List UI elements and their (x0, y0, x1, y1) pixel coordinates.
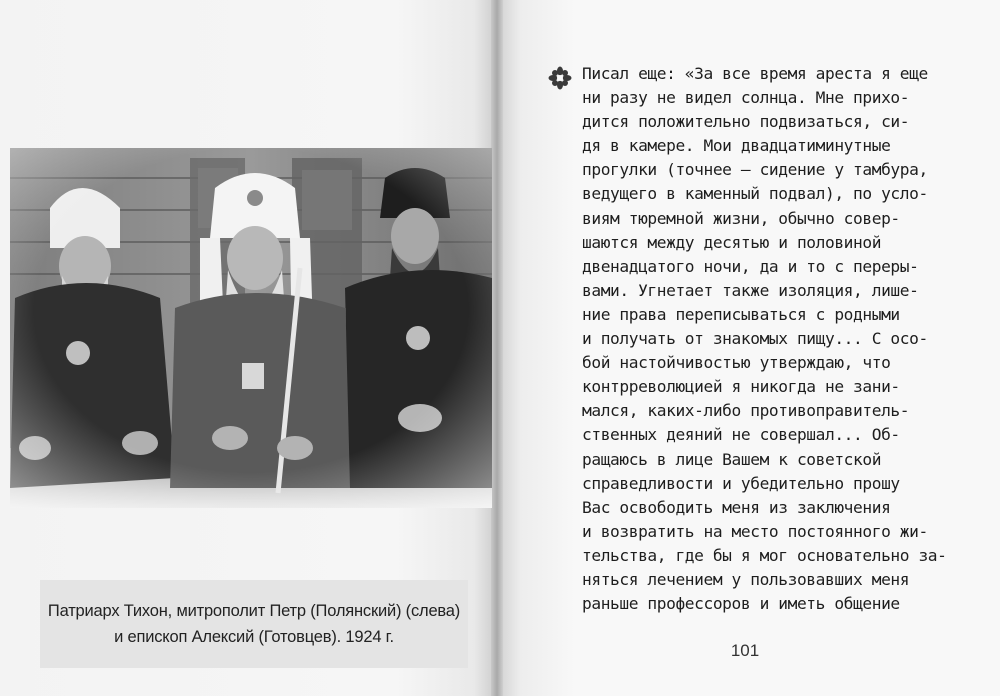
text-line-2: ни разу не видел солнца. Мне прихо- (582, 88, 910, 108)
text-line-12: и получать от знакомых пищу... С осо- (582, 329, 928, 349)
text-line-7: виям тюремной жизни, обычно совер- (582, 208, 900, 228)
text-line-23: раньше профессоров и иметь общение (582, 594, 900, 614)
text-line-14: контрреволюцией я никогда не зани- (582, 377, 900, 397)
photo-icon (10, 148, 492, 508)
text-line-3: дится положительно подвизаться, си- (582, 112, 910, 132)
text-line-13: бой настойчивостью утверждаю, что (582, 353, 891, 373)
text-line-17: ращаюсь в лице Вашем к советской (582, 449, 882, 469)
body-text (548, 62, 948, 616)
text-line-15: мался, каких-либо противоправитель- (582, 401, 910, 421)
historical-photograph (10, 148, 492, 508)
text-line-22: няться лечением у пользовавших меня (582, 569, 910, 589)
text-line-9: двенадцатого ночи, да и то с переры- (582, 256, 919, 276)
book-gutter (491, 0, 503, 696)
text-line-8: шаются между десятью и половиной (582, 232, 882, 252)
text-line-4: дя в камере. Мои двадцатиминутные (582, 136, 891, 156)
text-line-20: и возвратить на место постоянного жи- (582, 521, 928, 541)
text-line-10: вами. Угнетает также изоляция, лише- (582, 280, 919, 300)
text-line-1: Писал еще: «За все время ареста я еще (582, 64, 928, 83)
text-line-16: ственных деяний не совершал... Об- (582, 425, 900, 445)
text-line-6: ведущего в каменный подвал), по усло- (582, 184, 928, 204)
photo-caption (40, 580, 468, 668)
text-line-5: прогулки (точнее — сидение у тамбура, (582, 160, 928, 180)
caption-line-1: Патриарх Тихон, митрополит Петр (Полянский) (слева) (47, 602, 461, 620)
page-number: 101 (730, 641, 760, 660)
caption-line-2: и епископ Алексий (Готовцев). 1924 г. (114, 628, 394, 646)
text-line-11: ние права переписываться с родными (582, 304, 900, 324)
text-line-18: справедливости и убедительно прошу (582, 473, 900, 493)
text-line-19: Вас освободить меня из заключения (582, 497, 891, 517)
text-line-21: тельства, где бы я мог основательно за- (582, 545, 947, 565)
